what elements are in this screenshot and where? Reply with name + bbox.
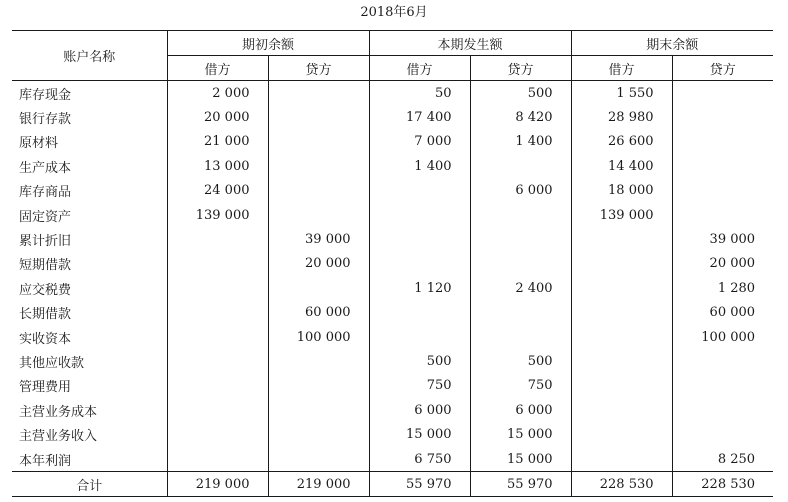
account-name-cell: 原材料 [19,136,59,152]
header-credit: 贷方 [268,56,369,81]
opening-debit-cell [167,422,268,446]
closing-debit-cell [571,374,672,398]
closing-debit-cell [571,422,672,446]
closing-credit-cell: 20 000 [672,252,773,276]
opening-credit-cell: 100 000 [268,325,369,349]
account-name-cell: 主营业务成本 [19,404,98,420]
header-account-name: 账户名称 [12,31,167,81]
opening-debit-cell: 24 000 [167,179,268,203]
closing-debit-cell: 26 600 [571,130,672,154]
closing-credit-cell [672,130,773,154]
closing-debit-cell: 14 400 [571,154,672,178]
opening-credit-cell [268,179,369,203]
opening-debit-cell: 13 000 [167,154,268,178]
total-period-credit-cell: 55 970 [470,472,571,497]
closing-credit-cell [672,398,773,422]
account-name-cell: 实收资本 [19,331,72,347]
account-name-cell: 主营业务收入 [19,429,98,445]
account-name-cell: 长期借款 [19,307,72,323]
opening-debit-cell [167,276,268,300]
closing-debit-cell [571,252,672,276]
opening-credit-cell [268,398,369,422]
period-credit-cell [470,301,571,325]
account-name-cell: 应交税费 [19,282,72,298]
account-name-cell: 库存商品 [19,185,72,201]
closing-credit-cell: 60 000 [672,301,773,325]
period-credit-cell: 1 400 [470,130,571,154]
closing-debit-cell [571,325,672,349]
table-row [12,154,773,178]
header-debit: 借方 [369,56,470,81]
opening-debit-cell: 21 000 [167,130,268,154]
period-credit-cell: 6 000 [470,179,571,203]
account-name-cell: 管理费用 [19,380,72,396]
period-debit-cell: 1 120 [369,276,470,300]
period-credit-cell: 500 [470,81,571,106]
table-row [12,81,773,106]
table-row [12,179,773,203]
period-debit-cell: 6 000 [369,398,470,422]
account-name-cell: 固定资产 [19,209,72,225]
opening-debit-cell: 2 000 [167,81,268,106]
closing-debit-cell: 139 000 [571,203,672,227]
table-row [12,105,773,129]
table-body [12,81,773,497]
closing-credit-cell: 8 250 [672,447,773,472]
header-debit: 借方 [571,56,672,81]
opening-debit-cell [167,349,268,373]
closing-credit-cell [672,81,773,106]
period-credit-cell [470,203,571,227]
closing-debit-cell [571,227,672,251]
closing-debit-cell [571,276,672,300]
period-credit-cell: 8 420 [470,105,571,129]
total-opening-debit-cell: 219 000 [167,472,268,497]
table-row [12,422,773,446]
trial-balance-table [12,30,773,497]
opening-debit-cell [167,374,268,398]
period-debit-cell [369,179,470,203]
account-name-cell: 银行存款 [19,112,72,128]
header-credit: 贷方 [672,56,773,81]
closing-credit-cell [672,179,773,203]
opening-credit-cell: 60 000 [268,301,369,325]
report-date: 2018年6月 [360,5,428,20]
period-debit-cell: 500 [369,349,470,373]
closing-credit-cell: 100 000 [672,325,773,349]
opening-debit-cell: 139 000 [167,203,268,227]
opening-credit-cell: 39 000 [268,227,369,251]
closing-debit-cell [571,301,672,325]
table-row [12,398,773,422]
closing-debit-cell [571,447,672,472]
closing-credit-cell [672,105,773,129]
period-credit-cell [470,325,571,349]
period-debit-cell: 50 [369,81,470,106]
account-name-cell: 库存现金 [19,87,72,103]
header-closing-balance: 期末余额 [571,31,773,56]
opening-credit-cell [268,349,369,373]
period-credit-cell [470,252,571,276]
total-opening-credit-cell: 219 000 [268,472,369,497]
opening-credit-cell [268,154,369,178]
period-debit-cell: 17 400 [369,105,470,129]
table-row [12,325,773,349]
opening-credit-cell [268,374,369,398]
opening-credit-cell [268,130,369,154]
period-credit-cell: 500 [470,349,571,373]
period-debit-cell [369,227,470,251]
total-closing-debit-cell: 228 530 [571,472,672,497]
opening-credit-cell [268,105,369,129]
period-credit-cell: 15 000 [470,422,571,446]
total-period-debit-cell: 55 970 [369,472,470,497]
period-credit-cell: 6 000 [470,398,571,422]
account-name-cell: 生产成本 [19,160,72,176]
period-debit-cell: 15 000 [369,422,470,446]
opening-debit-cell [167,301,268,325]
table-row [12,349,773,373]
period-credit-cell: 750 [470,374,571,398]
period-debit-cell: 7 000 [369,130,470,154]
period-debit-cell: 750 [369,374,470,398]
closing-credit-cell: 1 280 [672,276,773,300]
table-row [12,252,773,276]
opening-debit-cell [167,252,268,276]
total-label: 合计 [12,472,167,497]
header-period-activity: 本期发生额 [369,31,571,56]
table-row [12,227,773,251]
closing-debit-cell [571,349,672,373]
account-name-cell: 累计折旧 [19,234,72,250]
total-row [12,472,773,497]
closing-credit-cell [672,374,773,398]
period-credit-cell: 2 400 [470,276,571,300]
closing-credit-cell: 39 000 [672,227,773,251]
period-debit-cell [369,325,470,349]
opening-credit-cell [268,422,369,446]
table-row [12,374,773,398]
table-row [12,130,773,154]
header-credit: 贷方 [470,56,571,81]
opening-credit-cell [268,276,369,300]
closing-credit-cell [672,154,773,178]
opening-credit-cell: 20 000 [268,252,369,276]
period-debit-cell [369,301,470,325]
opening-debit-cell [167,227,268,251]
opening-debit-cell: 20 000 [167,105,268,129]
total-closing-credit-cell: 228 530 [672,472,773,497]
opening-credit-cell [268,447,369,472]
table-row [12,203,773,227]
header-opening-balance: 期初余额 [167,31,369,56]
table-row [12,276,773,300]
account-name-cell: 其他应收款 [19,355,85,371]
closing-credit-cell [672,349,773,373]
opening-debit-cell [167,398,268,422]
table-header [12,31,773,81]
account-name-cell: 本年利润 [19,453,72,469]
closing-debit-cell: 1 550 [571,81,672,106]
period-credit-cell [470,227,571,251]
opening-credit-cell [268,203,369,227]
closing-credit-cell [672,422,773,446]
opening-debit-cell [167,325,268,349]
period-credit-cell [470,154,571,178]
opening-debit-cell [167,447,268,472]
period-debit-cell [369,252,470,276]
account-name-cell: 短期借款 [19,258,72,274]
closing-debit-cell: 18 000 [571,179,672,203]
period-debit-cell: 6 750 [369,447,470,472]
opening-credit-cell [268,81,369,106]
period-debit-cell: 1 400 [369,154,470,178]
period-debit-cell [369,203,470,227]
closing-credit-cell [672,203,773,227]
table-row [12,447,773,472]
table-row [12,301,773,325]
closing-debit-cell [571,398,672,422]
header-debit: 借方 [167,56,268,81]
closing-debit-cell: 28 980 [571,105,672,129]
period-credit-cell: 15 000 [470,447,571,472]
